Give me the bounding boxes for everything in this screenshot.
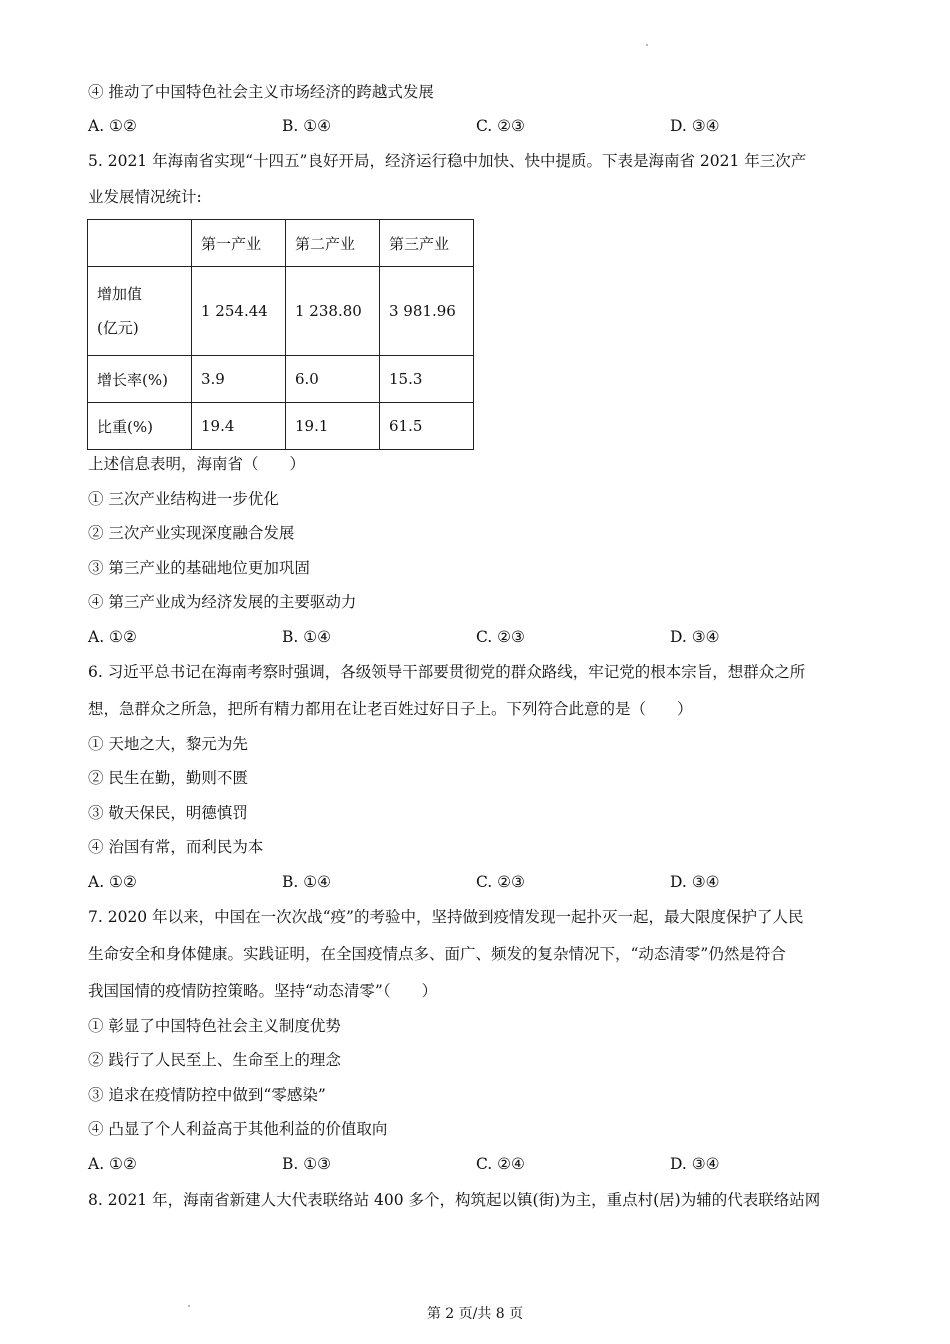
choice-b[interactable]: B. ①③ bbox=[282, 1155, 332, 1173]
q7-stem-line3: 我国国情的疫情防控策略。坚持“动态清零”（ ） bbox=[88, 982, 438, 1000]
page-footer: 第 2 页/共 8 页 bbox=[426, 1306, 524, 1322]
q6-stem-line1: 6. 习近平总书记在海南考察时强调，各级领导干部要贯彻党的群众路线，牢记党的根本宗旨，想群众之所 bbox=[88, 663, 806, 681]
choice-b[interactable]: B. ①④ bbox=[282, 628, 332, 646]
q7-stem-line2: 生命安全和身体健康。实践证明，在全国疫情点多、面广、频发的复杂情况下，“动态清零”仍然是符合 bbox=[88, 945, 786, 963]
q6-statement-2: ② 民生在勤，勤则不匮 bbox=[88, 769, 248, 787]
row-label-share: 比重(%) bbox=[88, 403, 192, 450]
q6-statement-1: ① 天地之大，黎元为先 bbox=[88, 735, 248, 753]
choice-c[interactable]: C. ②④ bbox=[476, 1155, 525, 1173]
table-cell: 19.4 bbox=[192, 403, 286, 450]
table-corner-cell bbox=[88, 220, 192, 267]
choice-a[interactable]: A. ①② bbox=[88, 628, 137, 646]
header-tertiary-industry: 第三产业 bbox=[380, 220, 474, 267]
q6-statement-4: ④ 治国有常，而利民为本 bbox=[88, 838, 264, 856]
choice-a[interactable]: A. ①② bbox=[88, 873, 137, 891]
choice-c[interactable]: C. ②③ bbox=[476, 117, 525, 135]
choice-b[interactable]: B. ①④ bbox=[282, 873, 332, 891]
q5-statement-2: ② 三次产业实现深度融合发展 bbox=[88, 524, 295, 542]
q7-statement-3: ③ 追求在疫情防控中做到“零感染” bbox=[88, 1086, 326, 1104]
choice-d[interactable]: D. ③④ bbox=[670, 117, 720, 135]
row-label-growth-rate: 增长率(%) bbox=[88, 356, 192, 403]
q5-statement-4: ④ 第三产业成为经济发展的主要驱动力 bbox=[88, 593, 357, 611]
choice-b[interactable]: B. ①④ bbox=[282, 117, 332, 135]
table-cell: 15.3 bbox=[380, 356, 474, 403]
table-cell: 3.9 bbox=[192, 356, 286, 403]
q5-lead: 上述信息表明，海南省（ ） bbox=[88, 455, 306, 473]
row-label-line1: 增加值 bbox=[97, 285, 143, 303]
table-cell: 19.1 bbox=[286, 403, 380, 450]
table-cell: 1 238.80 bbox=[286, 267, 380, 356]
row-label-value-added bbox=[88, 267, 192, 356]
choice-a[interactable]: A. ①② bbox=[88, 117, 137, 135]
q5-stem-line2: 业发展情况统计: bbox=[88, 188, 202, 206]
q7-stem-line1: 7. 2020 年以来，中国在一次次战“疫”的考验中，坚持做到疫情发现一起扑灭一起，最大限度保护了人民 bbox=[88, 908, 804, 926]
choice-a[interactable]: A. ①② bbox=[88, 1155, 137, 1173]
q7-choices bbox=[88, 1153, 888, 1175]
q8-stem-line1: 8. 2021 年，海南省新建人大代表联络站 400 多个，构筑起以镇(街)为主，重点村(居)为辅的代表联络站网 bbox=[88, 1191, 821, 1209]
q5-choices bbox=[88, 626, 888, 648]
row-label-line2: (亿元) bbox=[97, 319, 139, 337]
q6-choices bbox=[88, 871, 888, 893]
q5-statement-3: ③ 第三产业的基础地位更加巩固 bbox=[88, 559, 310, 577]
choice-d[interactable]: D. ③④ bbox=[670, 873, 720, 891]
q5-statement-1: ① 三次产业结构进一步优化 bbox=[88, 490, 279, 508]
q6-statement-3: ③ 敬天保民，明德慎罚 bbox=[88, 804, 248, 822]
header-primary-industry: 第一产业 bbox=[192, 220, 286, 267]
q7-statement-1: ① 彰显了中国特色社会主义制度优势 bbox=[88, 1017, 341, 1035]
q5-stem-line1: 5. 2021 年海南省实现“十四五”良好开局，经济运行稳中加快、快中提质。下表是海南省 2021 年三次产 bbox=[88, 152, 807, 170]
header-secondary-industry: 第二产业 bbox=[286, 220, 380, 267]
table-cell: 1 254.44 bbox=[192, 267, 286, 356]
scan-speck bbox=[646, 44, 648, 46]
table-cell: 61.5 bbox=[380, 403, 474, 450]
choice-d[interactable]: D. ③④ bbox=[670, 628, 720, 646]
prev-option-4: ④ 推动了中国特色社会主义市场经济的跨越式发展 bbox=[88, 83, 434, 101]
q7-statement-2: ② 践行了人民至上、生命至上的理念 bbox=[88, 1051, 341, 1069]
q6-stem-line2: 想，急群众之所急，把所有精力都用在让老百姓过好日子上。下列符合此意的是（ ） bbox=[88, 700, 693, 718]
choice-c[interactable]: C. ②③ bbox=[476, 873, 525, 891]
q4-choices bbox=[88, 115, 888, 137]
table-cell: 3 981.96 bbox=[380, 267, 474, 356]
table-cell: 6.0 bbox=[286, 356, 380, 403]
industry-stats-table bbox=[87, 219, 474, 450]
choice-d[interactable]: D. ③④ bbox=[670, 1155, 720, 1173]
choice-c[interactable]: C. ②③ bbox=[476, 628, 525, 646]
q7-statement-4: ④ 凸显了个人利益高于其他利益的价值取向 bbox=[88, 1120, 388, 1138]
